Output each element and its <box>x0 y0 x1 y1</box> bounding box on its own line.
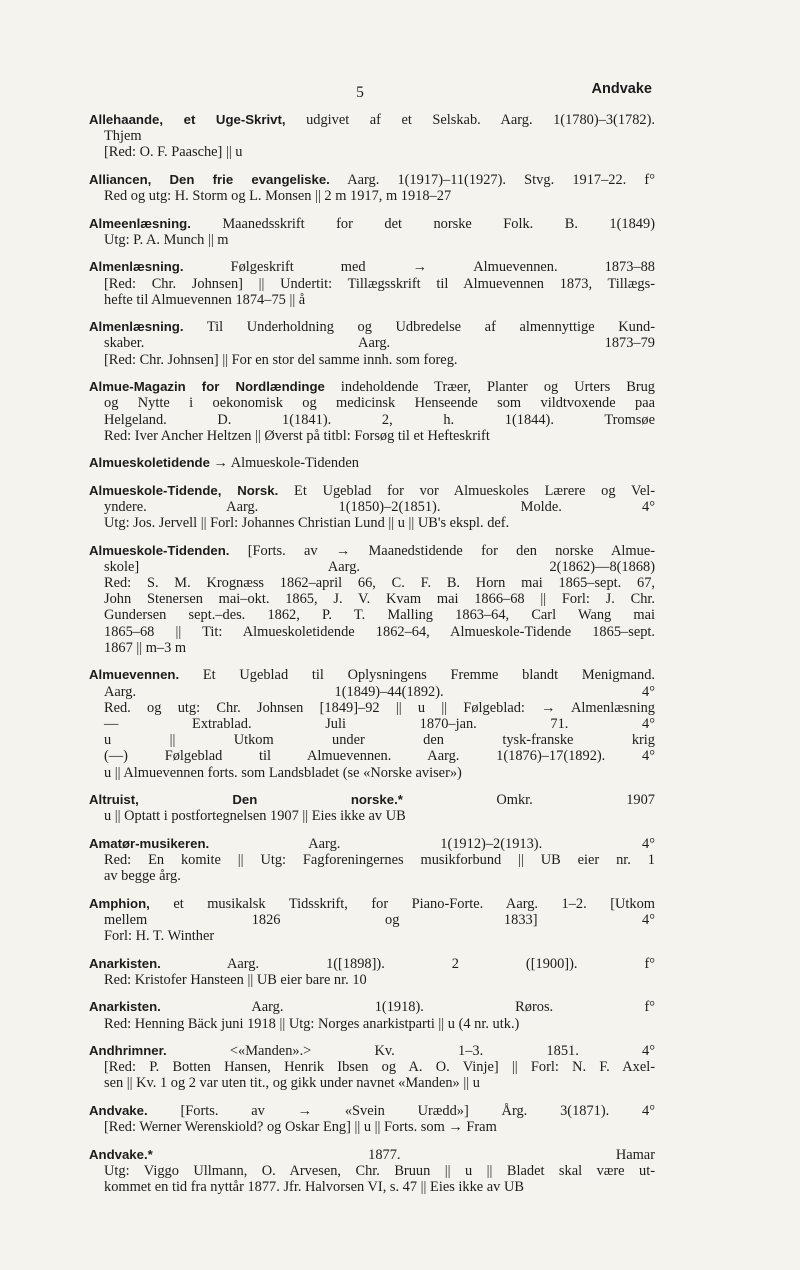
entry-first-text: Et Ugeblad for vor Almueskoles Lærere og Vel- <box>294 482 655 499</box>
entry-line: skole] Aarg. 2(1862)—8(1868) <box>104 558 655 575</box>
entry-first-text: 1877. Hamar <box>368 1146 655 1163</box>
entry-line: Aarg. 1(1849)–44(1892). 4° <box>104 683 655 700</box>
entry-line: Red: Kristofer Hansteen || UB eier bare nr. 10 <box>104 971 367 988</box>
entry-line: Red. og utg: Chr. Johnsen [1849]–92 || u || Følgeblad: → Almenlæsning <box>104 699 655 716</box>
entry-first-text: <«Manden».> Kv. 1–3. 1851. 4° <box>229 1043 656 1059</box>
entry-first-line <box>89 1103 655 1119</box>
bibliography-entry <box>89 216 655 248</box>
entry-first-text: Aarg. 1([1898]). 2 ([1900]). f° <box>227 955 655 972</box>
entry-line: Red: Iver Ancher Heltzen || Øverst på titbl: Forsøg til et Hefteskrift <box>104 427 490 444</box>
entry-line: kommet en tid fra nyttår 1877. Jfr. Halvorsen VI, s. 47 || Eies ikke av UB <box>104 1179 524 1196</box>
entry-line: Red: En komite || Utg: Fagforeningernes musikforbund || UB eier nr. 1 <box>104 851 655 868</box>
entry-first-line <box>89 455 655 471</box>
entry-line: Utg: P. A. Munch || m <box>104 231 229 248</box>
entry-line: Red: S. M. Krognæss 1862–april 66, C. F. B. Horn mai 1865–sept. 67, <box>104 575 655 592</box>
bibliography-entry <box>89 836 655 885</box>
entry-first-text: Omkr. 1907 <box>496 792 655 809</box>
entry-headword: Almenlæsning. <box>89 319 184 335</box>
entry-line: Red: Henning Bäck juni 1918 || Utg: Norges anarkistparti || u (4 nr. utk.) <box>104 1015 520 1032</box>
entry-headword: Allehaande, et Uge-Skrivt, <box>89 112 286 127</box>
bibliography-entry <box>89 543 655 656</box>
entry-first-line <box>89 543 655 559</box>
entry-first-line <box>89 483 655 499</box>
entry-headword: Almueskole-Tidenden. <box>89 542 230 558</box>
entry-line: (—) Følgeblad til Almuevennen. Aarg. 1(1876)–17(1892). 4° <box>104 748 655 765</box>
bibliography-entry <box>89 483 655 532</box>
entry-first-text: Maanedsskrift for det norske Folk. B. 1(1849) <box>222 215 655 232</box>
entry-first-text: [Forts. av → «Svein Urædd»] Årg. 3(1871). 4° <box>180 1102 655 1119</box>
entry-first-text: Et Ugeblad til Oplysningens Fremme blandt Menigmand. <box>202 667 655 684</box>
entry-first-line <box>89 836 655 852</box>
entry-headword: Almuevennen. <box>89 667 180 683</box>
entry-line: [Red: Chr. Johnsen] || For en stor del samme innh. som foreg. <box>104 351 458 368</box>
bibliography-entry <box>89 172 655 204</box>
entry-first-line <box>89 999 655 1015</box>
entry-line: skaber. Aarg. 1873–79 <box>104 335 655 352</box>
entry-first-text: [Forts. av → Maanedstidende for den norske Almue- <box>247 542 655 559</box>
entry-line: mellem 1826 og 1833] 4° <box>104 911 655 928</box>
bibliography-entry <box>89 667 655 780</box>
entry-headword: Altruist, Den norske.* <box>89 792 403 808</box>
entry-line: John Stenersen mai–okt. 1865, J. V. Kvam mai 1866–68 || Forl: J. Chr. <box>104 591 655 608</box>
entry-first-text: Aarg. 1(1917)–11(1927). Stvg. 1917–22. f° <box>347 171 655 188</box>
entry-first-line <box>89 896 655 912</box>
entry-line: [Red: O. F. Paasche] || u <box>104 144 243 161</box>
entry-headword: Andvake.* <box>89 1146 153 1162</box>
entry-line: u || Optatt i postfortegnelsen 1907 || Eies ikke av UB <box>104 808 406 825</box>
entry-headword: Almueskole-Tidende, Norsk. <box>89 482 279 498</box>
entry-line: hefte til Almuevennen 1874–75 || å <box>104 291 306 308</box>
entry-headword: Almenlæsning. <box>89 259 184 275</box>
entry-list <box>89 112 655 1207</box>
entry-first-line <box>89 319 655 335</box>
entry-line: [Red: Werner Werenskiold? og Oskar Eng] || u || Forts. som → Fram <box>104 1119 497 1136</box>
bibliography-entry <box>89 455 655 471</box>
entry-line: Forl: H. T. Winther <box>104 928 215 945</box>
entry-first-text: Til Underholdning og Udbredelse af almennyttige Kund- <box>206 319 655 336</box>
entry-line: u || Utkom under den tysk-franske krig <box>104 732 655 749</box>
bibliography-entry <box>89 999 655 1031</box>
entry-headword: Alliancen, Den frie evangeliske. <box>89 171 330 187</box>
entry-first-line <box>89 956 655 972</box>
entry-line: 1867 || m–3 m <box>104 639 187 656</box>
entry-line: av begge årg. <box>104 868 181 885</box>
entry-headword: Andhrimner. <box>89 1043 167 1058</box>
entry-line: Red og utg: H. Storm og L. Monsen || 2 m 1917, m 1918–27 <box>104 188 452 205</box>
entry-headword: Amphion, <box>89 895 150 911</box>
entry-line: Helgeland. D. 1(1841). 2, h. 1(1844). Tromsøe <box>104 411 655 428</box>
entry-first-line <box>89 379 655 395</box>
bibliography-entry <box>89 896 655 945</box>
entry-headword: Almueskoletidende <box>89 455 210 471</box>
bibliography-entry <box>89 112 655 161</box>
entry-headword: Anarkisten. <box>89 999 161 1015</box>
entry-line: 1865–68 || Tit: Almueskoletidende 1862–64, Almueskole-Tidende 1865–sept. <box>104 623 655 640</box>
running-head: Andvake <box>591 81 652 97</box>
entry-first-text: → Almueskole-Tidenden <box>213 455 359 472</box>
entry-headword: Almue-Magazin for Nordlændinge <box>89 379 325 395</box>
entry-line: yndere. Aarg. 1(1850)–2(1851). Molde. 4° <box>104 498 655 515</box>
entry-first-line <box>89 792 655 808</box>
page-number: 5 <box>356 84 364 101</box>
bibliography-entry <box>89 1043 655 1092</box>
entry-first-text: udgivet af et Selskab. Aarg. 1(1780)–3(1782). <box>306 112 655 128</box>
bibliography-entry <box>89 319 655 368</box>
entry-first-text: et musikalsk Tidsskrift, for Piano-Forte. Aarg. 1–2. [Utkom <box>173 895 655 912</box>
entry-line: [Red: Chr. Johnsen] || Undertit: Tillægsskrift til Almuevennen 1873, Tillægs- <box>104 275 655 292</box>
entry-line: u || Almuevennen forts. som Landsbladet (se «Norske aviser») <box>104 764 462 781</box>
entry-first-text: Aarg. 1(1912)–2(1913). 4° <box>308 835 655 852</box>
entry-first-text: indeholdende Træer, Planter og Urters Brug <box>340 379 655 396</box>
entry-line: — Extrablad. Juli 1870–jan. 71. 4° <box>104 715 655 732</box>
entry-line: og Nytte i oekonomisk og medicinsk Henseende som vildtvoxende paa <box>104 395 655 412</box>
entry-first-line <box>89 112 655 128</box>
bibliography-entry <box>89 956 655 988</box>
entry-first-line <box>89 259 655 275</box>
entry-line: Thjem <box>104 128 142 145</box>
entry-line: sen || Kv. 1 og 2 var uten tit., og gikk under navnet «Manden» || u <box>104 1075 480 1092</box>
entry-headword: Andvake. <box>89 1102 148 1118</box>
entry-line: [Red: P. Botten Hansen, Henrik Ibsen og A. O. Vinje] || Forl: N. F. Axel- <box>104 1059 655 1076</box>
entry-first-text: Følgeskrift med → Almuevennen. 1873–88 <box>230 259 655 276</box>
entry-first-line <box>89 1147 655 1163</box>
entry-headword: Amatør-musikeren. <box>89 835 210 851</box>
entry-first-line <box>89 667 655 683</box>
entry-first-text: Aarg. 1(1918). Røros. f° <box>251 999 655 1016</box>
entry-headword: Anarkisten. <box>89 955 161 971</box>
bibliography-entry <box>89 379 655 444</box>
bibliography-entry <box>89 792 655 824</box>
bibliography-entry <box>89 259 655 308</box>
bibliography-entry <box>89 1147 655 1196</box>
entry-line: Gundersen sept.–des. 1862, P. T. Malling 1863–64, Carl Wang mai <box>104 607 655 624</box>
bibliography-entry <box>89 1103 655 1135</box>
entry-first-line <box>89 216 655 232</box>
entry-first-line <box>89 172 655 188</box>
entry-line: Utg: Viggo Ullmann, O. Arvesen, Chr. Bruun || u || Bladet skal være ut- <box>104 1162 655 1179</box>
entry-line: Utg: Jos. Jervell || Forl: Johannes Christian Lund || u || UB's ekspl. def. <box>104 515 510 532</box>
entry-first-line <box>89 1043 655 1059</box>
entry-headword: Almeenlæsning. <box>89 215 191 231</box>
